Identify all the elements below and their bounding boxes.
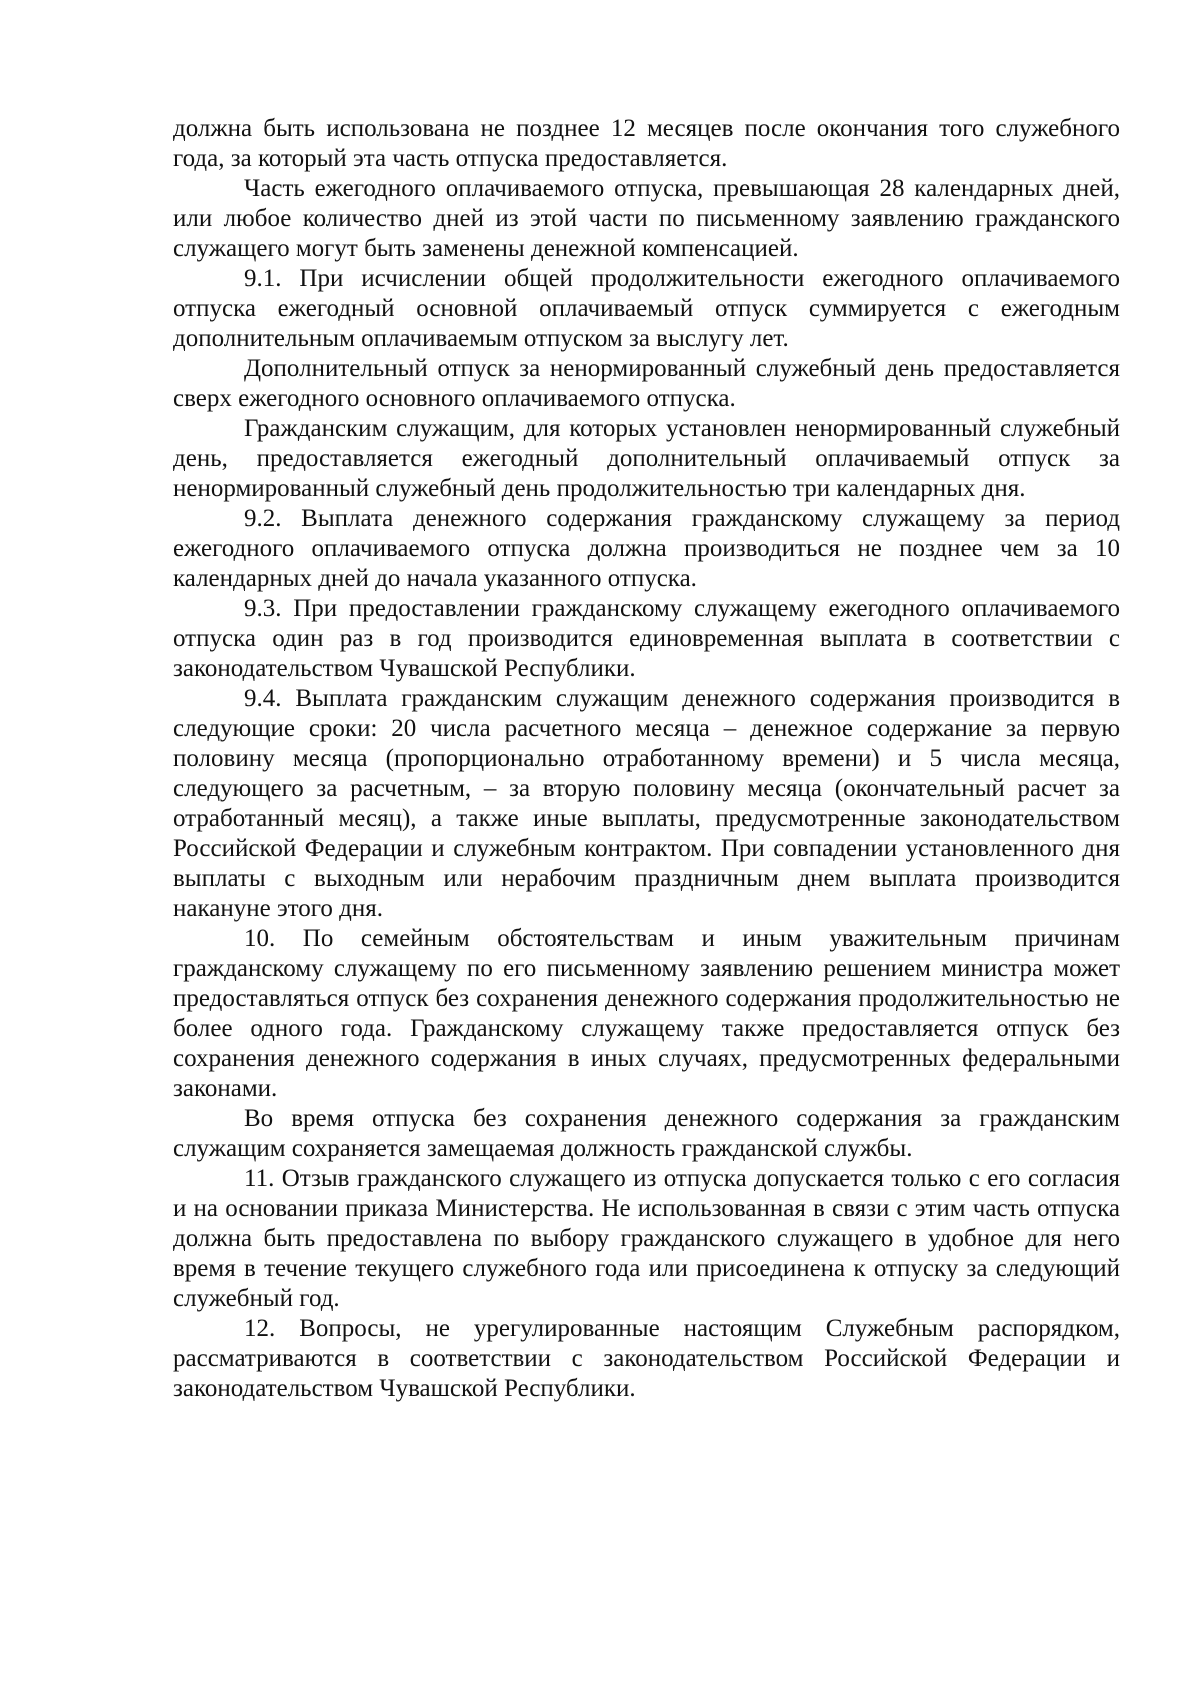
- paragraph-continuation: должна быть использована не позднее 12 месяцев после окончания того служебного года, за который эта часть отпуска предоставляется.: [173, 115, 1120, 172]
- document-body: [173, 114, 1120, 1404]
- paragraph-12: 12. Вопросы, не урегулированные настоящим Служебным распорядком, рассматриваются в соответствии с законодательством Российской Федерации и законодательством Чувашской Республики.: [173, 1315, 1120, 1402]
- paragraph-compensation: Часть ежегодного оплачиваемого отпуска, превышающая 28 календарных дней, или любое количество дней из этой части по письменному заявлению гражданского служащего могут быть заменены денежной компенсацией.: [173, 175, 1120, 262]
- paragraph-additional-leave: Дополнительный отпуск за ненормированный служебный день предоставляется сверх ежегодного основного оплачиваемого отпуска.: [173, 355, 1120, 412]
- paragraph-9-3: 9.3. При предоставлении гражданскому служащему ежегодного оплачиваемого отпуска один раз в год производится единовременная выплата в соответствии с законодательством Чувашской Республики.: [173, 595, 1120, 682]
- paragraph-11: 11. Отзыв гражданского служащего из отпуска допускается только с его согласия и на основании приказа Министерства. Не использованная в связи с этим часть отпуска должна быть предоставлена по выбору гражданского служащего в удобное для него время в течение текущего служебного года или присоединена к отпуску за следующий служебный год.: [173, 1165, 1120, 1312]
- paragraph-9-4: 9.4. Выплата гражданским служащим денежного содержания производится в следующие сроки: 20 числа расчетного месяца – денежное содержание за первую половину месяца (пропорционально отработанному времени) и 5 числа месяца, следующего за расчетным, – за вторую половину месяца (окончательный расчет за отработанный месяц), а также иные выплаты, предусмотренные законодательством Российской Федерации и служебным контрактом. При совпадении установленного дня выплаты с выходным или нерабочим праздничным днем выплата производится накануне этого дня.: [173, 685, 1120, 922]
- paragraph-irregular-day: Гражданским служащим, для которых установлен ненормированный служебный день, предоставляется ежегодный дополнительный оплачиваемый отпуск за ненормированный служебный день продолжительностью три календарных дня.: [173, 415, 1120, 502]
- paragraph-10: 10. По семейным обстоятельствам и иным уважительным причинам гражданскому служащему по его письменному заявлению решением министра может предоставляться отпуск без сохранения денежного содержания продолжительностью не более одного года. Гражданскому служащему также предоставляется отпуск без сохранения денежного содержания в иных случаях, предусмотренных федеральными законами.: [173, 925, 1120, 1102]
- paragraph-9-2: 9.2. Выплата денежного содержания гражданскому служащему за период ежегодного оплачиваемого отпуска должна производиться не позднее чем за 10 календарных дней до начала указанного отпуска.: [173, 505, 1120, 592]
- paragraph-unpaid-leave-position: Во время отпуска без сохранения денежного содержания за гражданским служащим сохраняется замещаемая должность гражданской службы.: [173, 1105, 1120, 1162]
- paragraph-9-1: 9.1. При исчислении общей продолжительности ежегодного оплачиваемого отпуска ежегодный основной оплачиваемый отпуск суммируется с ежегодным дополнительным оплачиваемым отпуском за выслугу лет.: [173, 265, 1120, 352]
